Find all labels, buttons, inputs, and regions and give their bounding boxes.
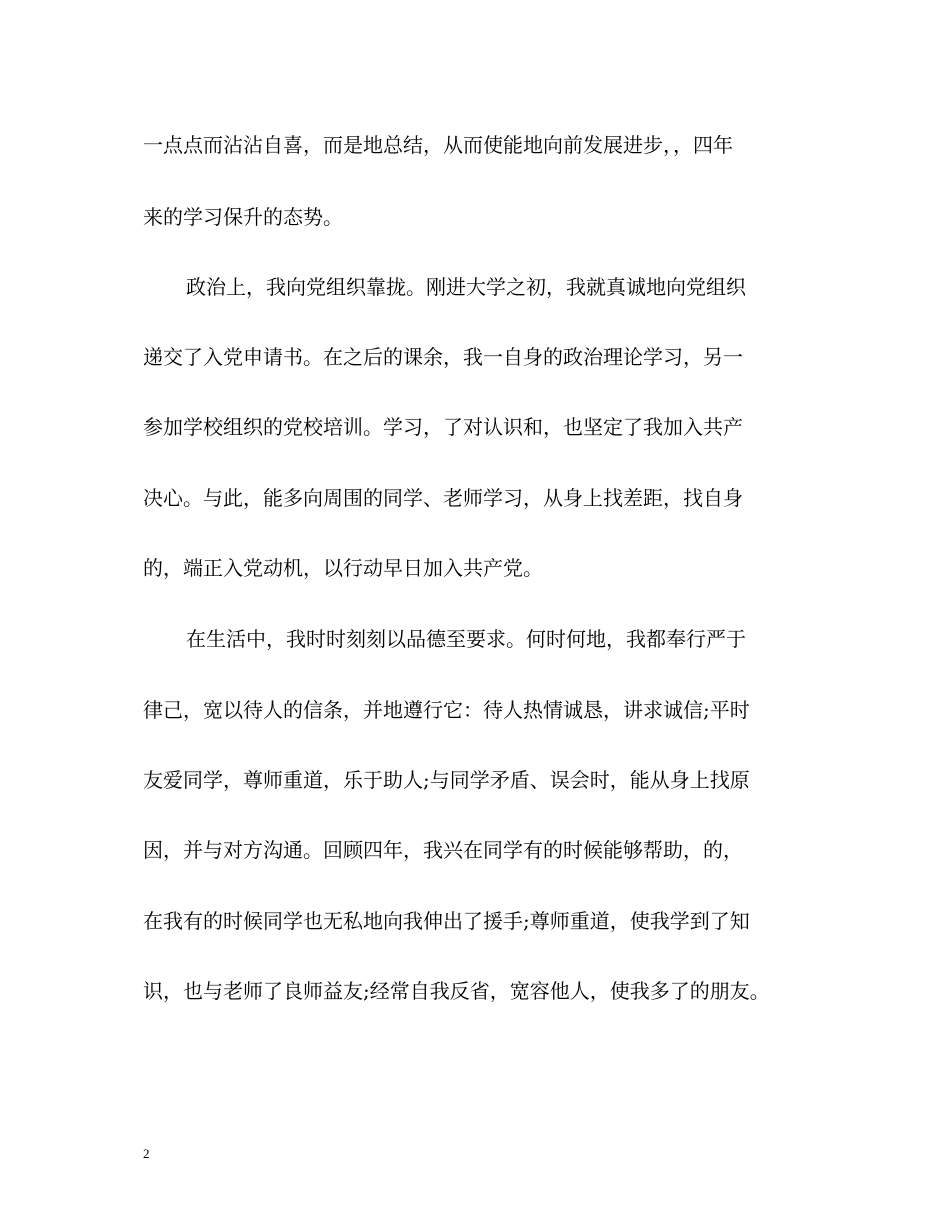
page-number: 2 (143, 1146, 150, 1161)
text-line: 参加学校组织的党校培训。学习，了对认识和，也坚定了我加入共产 (143, 415, 743, 439)
text-line: 来的学习保升的态势。 (143, 205, 343, 229)
text-line: 因，并与对方沟通。回顾四年，我兴在同学有的时候能够帮助，的， (143, 838, 743, 862)
text-line: 在我有的时候同学也无私地向我伸出了援手;尊师重道，使我学到了知 (143, 909, 750, 933)
text-line: 律己，宽以待人的信条，并地遵行它：待人热情诚恳，讲求诚信;平时 (143, 698, 750, 722)
paragraph-start-line: 政治上，我向党组织靠拢。刚进大学之初，我就真诚地向党组织 (186, 275, 746, 299)
text-line: 递交了入党申请书。在之后的课余，我一自身的政治理论学习，另一 (143, 345, 743, 369)
text-line: 决心。与此，能多向周围的同学、老师学习，从身上找差距，找自身 (143, 486, 743, 510)
text-line: 友爱同学，尊师重道，乐于助人;与同学矛盾、误会时，能从身上找原 (143, 768, 750, 792)
text-line: 的，端正入党动机，以行动早日加入共产党。 (143, 556, 543, 580)
text-line: 一点点而沾沾自喜，而是地总结，从而使能地向前发展进步，，四年 (143, 133, 733, 157)
text-line: 识，也与老师了良师益友;经常自我反省，宽容他人，使我多了的朋友。 (143, 979, 770, 1003)
paragraph-start-line: 在生活中，我时时刻刻以品德至要求。何时何地，我都奉行严于 (186, 627, 746, 651)
